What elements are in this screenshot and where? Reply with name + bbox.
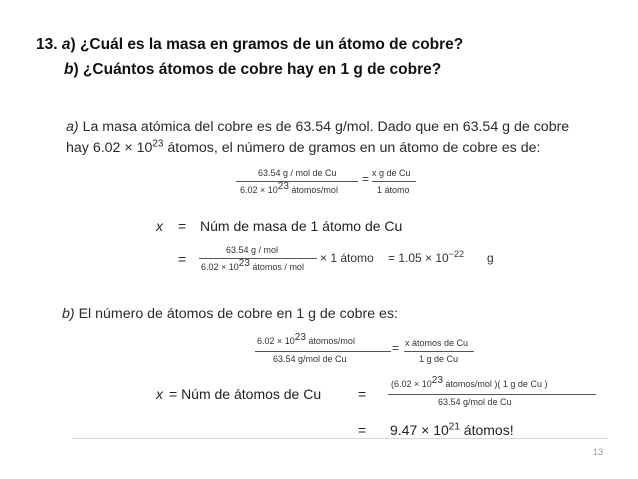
x-variable-b: x: [156, 386, 163, 402]
footer-divider: [72, 438, 608, 439]
eq1-rhs-numerator: x g de Cu: [372, 168, 411, 178]
eq1-fraction-bar: [236, 181, 358, 182]
question-line-a: 13. a) ¿Cuál es la masa en gramos de un átomo de cobre?: [36, 36, 464, 53]
eq1-equals: =: [362, 172, 370, 186]
eq1-rhs-denominator: 1 átomo: [377, 185, 410, 195]
eq3-rhs-numerator: x átomos de Cu: [405, 338, 469, 348]
eq3-equals: =: [392, 341, 400, 355]
question-line-b: b) ¿Cuántos átomos de cobre hay en 1 g de cobre?: [64, 61, 442, 78]
eq4-fraction-bar: [388, 394, 596, 395]
eq2-multiplier: × 1 átomo: [320, 251, 374, 265]
page-number: 13: [593, 447, 604, 457]
part-a-statement-line2: hay $6.02 \times 10^{23}$ átomos, el número de gramos en un átomo de cobre es de:: [66, 138, 541, 156]
eq-sign-4: =: [358, 422, 367, 438]
eq1-rhs-fraction-bar: [372, 181, 416, 182]
eq-sign-1: =: [178, 218, 187, 234]
part-a-statement-line1: a) La masa atómica del cobre es de 63.54 g/mol. Dado que en 63.54 g de cobre: [66, 119, 570, 135]
definition-text: Núm de masa de 1 átomo de Cu: [200, 218, 403, 234]
eq1-denominator: $6.02 \times 10^{23}$ átomos/mol: [240, 181, 338, 195]
eq2-denominator: $6.02 \times 10^{23}$ átomos / mol: [201, 258, 304, 272]
eq3-fraction-bar: [255, 351, 391, 352]
eq1-numerator: 63.54 g / mol de Cu: [258, 168, 337, 178]
eq2-fraction-bar: [199, 258, 317, 259]
eq-sign-2: =: [178, 251, 187, 267]
eq2-numerator: 63.54 g / mol: [226, 245, 279, 255]
eq-sign-3: =: [358, 386, 367, 402]
eq3-rhs-denominator: 1 g de Cu: [419, 354, 459, 364]
part-b-statement: b) El número de átomos de cobre en 1 g de cobre es:: [62, 306, 398, 322]
eq3-denominator: 63.54 g/mol de Cu: [273, 354, 347, 364]
eq2-unit: g: [487, 251, 494, 265]
lhs-definition: = Núm de átomos de Cu: [169, 386, 322, 402]
eq3-rhs-fraction-bar: [404, 351, 474, 352]
eq2-result: = $1.05 \times 10^{-22}$: [388, 249, 465, 265]
eq3-numerator: $6.02 \times 10^{23}$ átomos/mol: [257, 332, 355, 346]
x-variable: x: [156, 218, 163, 234]
final-result: $9.47 \times 10^{21}$ átomos!: [390, 421, 514, 438]
eq4-denominator: 63.54 g/mol de Cu: [438, 397, 512, 407]
eq4-numerator: ($6.02 \times 10^{23}$ átomos/mol )( 1 g de Cu ): [391, 375, 548, 389]
